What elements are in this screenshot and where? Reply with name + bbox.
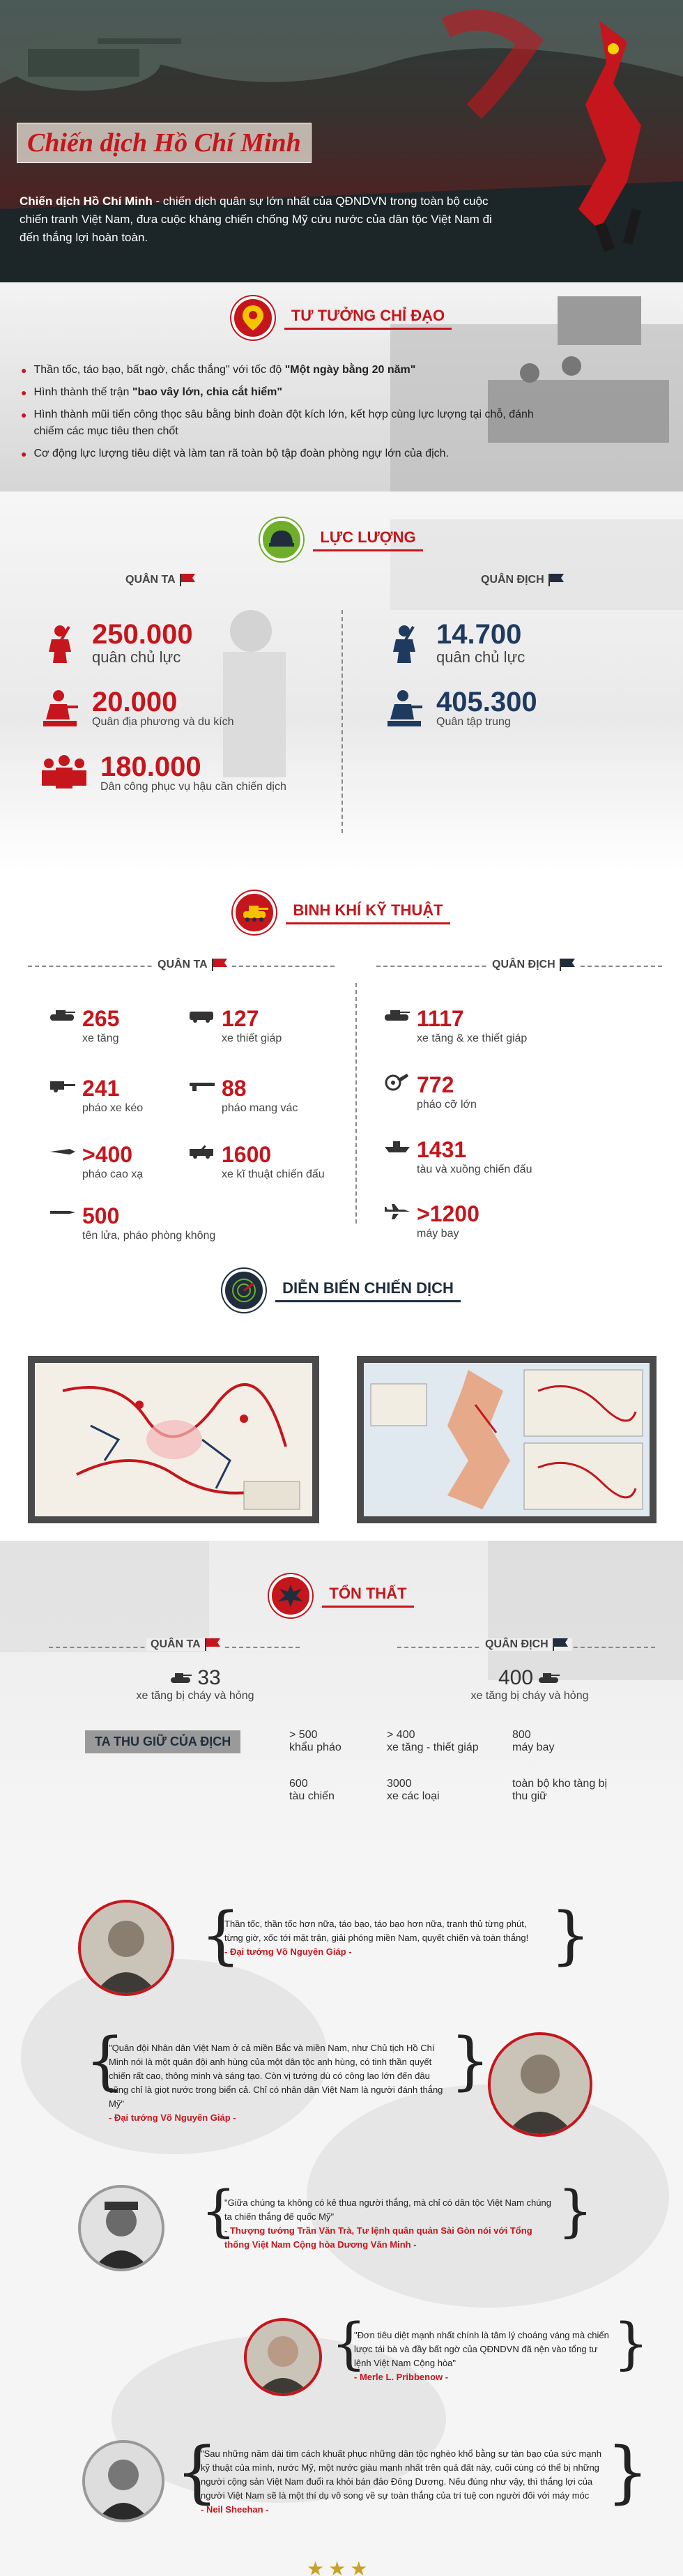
portable-gun-icon bbox=[188, 1077, 216, 1092]
tank-badge-icon bbox=[233, 891, 276, 934]
soldier-icon bbox=[39, 624, 81, 663]
avatar bbox=[488, 2032, 592, 2137]
forces-title: LỰC LƯỢNG bbox=[313, 528, 422, 551]
red-flag-icon bbox=[205, 1638, 220, 1651]
campaign-map-2[interactable] bbox=[357, 1356, 657, 1523]
weapon-stat-ours-3: 241 pháo xe kéo bbox=[49, 1077, 143, 1115]
weapon-stat-ours-5: >400 pháo cao xạ bbox=[49, 1143, 143, 1181]
divider bbox=[355, 983, 357, 1224]
weapons-ours-label: QUÂN TA bbox=[153, 959, 231, 971]
weapon-stat-enemy-1: 1117 xe tăng & xe thiết giáp bbox=[383, 1007, 527, 1045]
avatar bbox=[78, 2185, 164, 2271]
list-item: ● Hình thành mũi tiến công thọc sâu bằng binh đoàn đột kích lớn, kết hợp cùng lực lượng tại chỗ, đánh chiếm các mục tiêu then chốt bbox=[21, 409, 534, 437]
guideline-section bbox=[0, 282, 683, 491]
losses-ours-stat: 33 xe tăng bị cháy và hỏng bbox=[136, 1666, 254, 1702]
forces-enemy-label: QUÂN ĐỊCH bbox=[481, 574, 564, 586]
location-pin-icon bbox=[231, 296, 275, 340]
captured-item: 800 máy bay bbox=[512, 1729, 555, 1753]
avatar bbox=[82, 2440, 164, 2522]
towed-artillery-icon bbox=[49, 1077, 77, 1092]
guideline-list bbox=[21, 362, 551, 468]
jet-icon bbox=[383, 1203, 411, 1221]
red-flag-icon bbox=[212, 959, 227, 971]
forces-section bbox=[0, 491, 683, 871]
guerrilla-icon bbox=[39, 689, 81, 728]
dark-flag-icon bbox=[553, 1638, 568, 1651]
losses-enemy-stat: 400 xe tăng bị cháy và hỏng bbox=[470, 1666, 589, 1702]
quote-1: Thần tốc, thần tốc hơn nữa, táo bạo, táo bạo hơn nữa, tranh thủ từng phút, từng giờ, xốc tới mặt trận, giải phóng miền Nam, quyết chiến và toàn thắng! - Đại tướng Võ Nguyên Giáp - bbox=[224, 1919, 529, 1957]
weapon-stat-ours-6: 1600 xe kĩ thuật chiến đấu bbox=[188, 1143, 325, 1181]
star-icon: ★ bbox=[328, 2558, 346, 2576]
tank-icon bbox=[169, 1671, 193, 1685]
crowd-icon bbox=[39, 754, 89, 793]
quote-4: "Đơn tiêu diệt mạnh nhất chính là tâm lý choáng váng mà chiến lược tái bà và đầy bất ngờ của QĐNDVN đã nện vào tổng tư lệnh Việt Nam Cộng hòa" - Merle L. Pribbenow - bbox=[354, 2330, 609, 2382]
open-brace: { bbox=[85, 2025, 125, 2098]
captured-item: 3000 xe các loại bbox=[387, 1778, 440, 1802]
close-brace: } bbox=[558, 2179, 593, 2243]
guerrilla-icon bbox=[383, 689, 425, 728]
radar-icon bbox=[222, 1269, 266, 1312]
hero-intro-text: - chiến dịch quân sự lớn nhất của QĐNDVN trong toàn bộ cuộc chiến tranh Việt Nam, đưa cuộc kháng chiến chống Mỹ cứu nước của dân tộc Việt Nam đi đến thắng lợi hoàn toàn. bbox=[20, 195, 492, 244]
hero-intro-bold: Chiến dịch Hồ Chí Minh bbox=[20, 195, 153, 208]
weapons-enemy-label: QUÂN ĐỊCH bbox=[488, 959, 579, 971]
red-flag-icon bbox=[180, 574, 195, 586]
quote-5: "Sau những năm dài tìm cách khuất phục những dân tộc nghèo khổ bằng sự tàn bạo của sức mạnh kỹ thuật của mình, nước Mỹ, một nước giàu mạnh nhất trên quả đất này, cuối cùng có thể bị những người cộng sản Việt Nam đuổi ra khỏi bán đảo Đông Dương. Nếu đúng như vậy, thì thắng lợi của người Việt Nam sẽ là một thí dụ vô song về sự toàn thắng của trí tuệ con người đối với máy móc - Neil Sheehan - bbox=[201, 2448, 601, 2515]
weapon-stat-ours-1: 265 xe tăng bbox=[49, 1007, 119, 1045]
open-brace: { bbox=[201, 2179, 236, 2243]
avatar bbox=[244, 2318, 322, 2396]
captured-item: toàn bộ kho tàng bị thu giữ bbox=[512, 1778, 608, 1802]
force-stat-enemy-2: 405.300 Quân tập trung bbox=[383, 688, 537, 729]
tank-icon bbox=[537, 1671, 561, 1685]
force-stat-ours-1: 250.000 quân chủ lực bbox=[39, 620, 193, 666]
campaign-title: DIỄN BIẾN CHIẾN DỊCH bbox=[275, 1279, 461, 1302]
losses-enemy-label: QUÂN ĐỊCH bbox=[481, 1638, 572, 1651]
force-stat-ours-2: 20.000 Quân địa phương và du kích bbox=[39, 688, 234, 729]
star-icon: ★ bbox=[350, 2558, 368, 2576]
star-decoration bbox=[307, 2557, 367, 2576]
force-stat-enemy-1: 14.700 quân chủ lực bbox=[383, 620, 525, 666]
weapon-stat-ours-7: 500 tên lửa, pháo phòng không bbox=[49, 1205, 215, 1242]
soldier-icon bbox=[383, 624, 425, 663]
weapons-section bbox=[0, 871, 683, 1248]
tank-icon bbox=[383, 1007, 411, 1023]
avatar bbox=[78, 1900, 174, 1996]
tank-icon bbox=[49, 1007, 77, 1023]
campaign-map-image bbox=[364, 1363, 650, 1516]
hero-title: Chiến dịch Hồ Chí Minh bbox=[17, 123, 312, 163]
guideline-title: TƯ TƯỞNG CHỈ ĐẠO bbox=[284, 307, 452, 330]
hero-banner bbox=[0, 0, 683, 282]
quote-2: "Quân đội Nhân dân Việt Nam ở cả miền Bắc và miền Nam, như Chủ tịch Hồ Chí Minh nói là một quân đội anh hùng của một dân tộc anh hùng, có tinh thần quyết chiến rất cao, thông minh và sáng tạo. Còn vị tướng dù có công lao lớn đến đâu cũng chỉ là giọt nước trong biển cả. Chỉ có nhân dân Việt Nam là người đánh thắng Mỹ" - Đại tướng Võ Nguyên Giáp - bbox=[109, 2043, 443, 2123]
hero-intro bbox=[20, 192, 507, 247]
armored-car-icon bbox=[188, 1007, 216, 1023]
weapon-stat-enemy-3: 1431 tàu và xuồng chiến đấu bbox=[383, 1138, 532, 1176]
quote-3: "Giữa chúng ta không có kẻ thua người thắng, mà chỉ có dân tộc Việt Nam chúng ta chiến thắng đế quốc Mỹ" - Thượng tướng Trần Văn Trà, Tư lệnh quân quản Sài Gòn nói với Tổng thống Việt Nam Cộng hòa Dương Văn Minh - bbox=[224, 2197, 551, 2250]
close-brace: } bbox=[606, 2433, 650, 2511]
combat-vehicle-icon bbox=[188, 1143, 216, 1159]
force-stat-ours-3: 180.000 Dân công phục vụ hậu cần chiến dịch bbox=[39, 753, 286, 793]
open-brace: { bbox=[176, 2433, 219, 2511]
divider bbox=[342, 610, 343, 833]
dark-flag-icon bbox=[548, 574, 564, 586]
losses-section bbox=[0, 1541, 683, 1847]
campaign-map-1[interactable] bbox=[28, 1356, 319, 1523]
open-brace: { bbox=[201, 1899, 241, 1972]
close-brace: } bbox=[551, 1899, 591, 1972]
open-brace: { bbox=[331, 2311, 367, 2376]
weapon-stat-enemy-4: >1200 máy bay bbox=[383, 1203, 479, 1240]
missile-icon bbox=[49, 1205, 77, 1220]
list-item: ● Cơ động lực lượng tiêu diệt và làm tan rã toàn bộ tập đoàn phòng ngự lớn của địch. bbox=[21, 448, 449, 459]
captured-item: > 500 khẩu pháo bbox=[289, 1729, 342, 1753]
captured-item: > 400 xe tăng - thiết giáp bbox=[387, 1729, 479, 1753]
losses-title: TỔN THẤT bbox=[322, 1585, 413, 1608]
weapons-title: BINH KHÍ KỸ THUẬT bbox=[286, 901, 450, 924]
close-brace: } bbox=[450, 2025, 491, 2098]
captured-title: TA THU GIỮ CỦA ĐỊCH bbox=[85, 1730, 240, 1753]
ship-icon bbox=[383, 1138, 411, 1154]
list-item: ● Thần tốc, táo bạo, bất ngờ, chắc thắng" với tốc độ "Một ngày bằng 20 năm" bbox=[21, 364, 416, 376]
dark-flag-icon bbox=[560, 959, 575, 971]
weapon-stat-ours-2: 127 xe thiết giáp bbox=[188, 1007, 282, 1045]
explosion-icon bbox=[269, 1574, 312, 1617]
campaign-map-image bbox=[35, 1363, 312, 1516]
target-icon bbox=[383, 1074, 411, 1092]
campaign-section bbox=[0, 1248, 683, 1541]
quotes-section bbox=[0, 1847, 683, 2576]
aa-gun-icon bbox=[49, 1143, 77, 1159]
forces-ours-label: QUÂN TA bbox=[125, 574, 195, 586]
close-brace: } bbox=[613, 2311, 649, 2376]
star-icon: ★ bbox=[307, 2558, 325, 2576]
list-item: ● Hình thành thế trận "bao vây lớn, chia cắt hiểm" bbox=[21, 386, 282, 398]
weapon-stat-enemy-2: 772 pháo cỡ lớn bbox=[383, 1074, 477, 1111]
losses-ours-label: QUÂN TA bbox=[146, 1638, 224, 1651]
weapon-stat-ours-4: 88 pháo mang vác bbox=[188, 1077, 298, 1115]
helmet-icon bbox=[260, 518, 303, 561]
captured-item: 600 tàu chiến bbox=[289, 1778, 335, 1802]
